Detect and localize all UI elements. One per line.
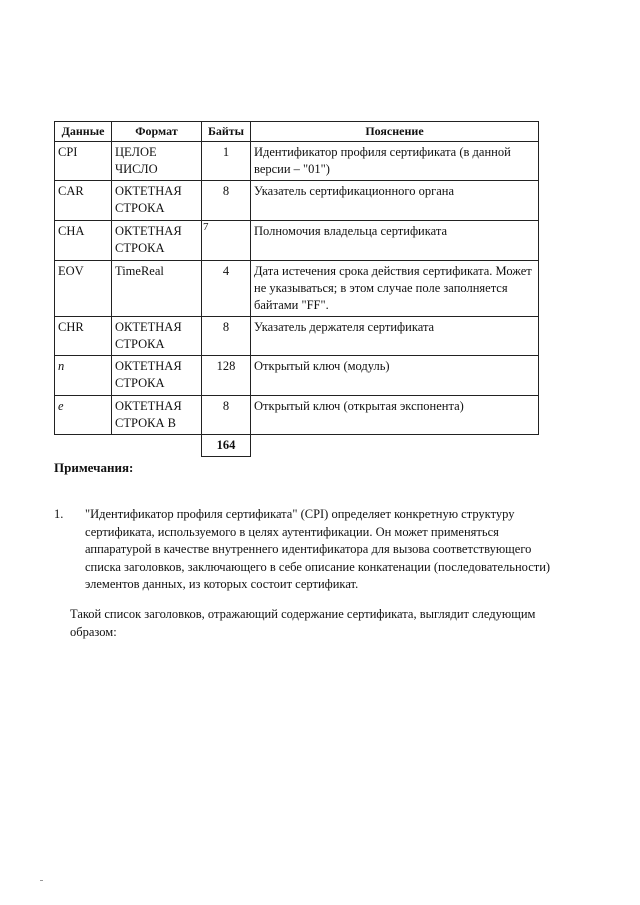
note-number: 1.: [54, 507, 64, 521]
total-blank-cell: [112, 435, 202, 457]
note-paragraph: Такой список заголовков, отражающий содержание сертификата, выглядит следующим образом:: [70, 607, 536, 639]
table-row: [55, 317, 539, 356]
header-format: Формат: [112, 122, 202, 142]
header-bytes: Байты: [202, 122, 251, 142]
cell-format: ОКТЕТНАЯ СТРОКА: [112, 356, 202, 396]
cell-data: CHA: [55, 221, 112, 261]
table-row: [55, 221, 539, 261]
note-item: [54, 506, 564, 594]
cell-explanation: Открытый ключ (открытая экспонента): [251, 396, 539, 435]
note-text: "Идентификатор профиля сертификата" (CPI) определяет конкретную структуру сертификата, используемого в целях аутентификации. Он может применяться аппаратурой в качестве внутреннего идентификатора для вызова соответствующего списка заголовков, заключающего в себе описание конкатенации (последовательности) элементов данных, из которых состоит сертификат.: [85, 507, 551, 591]
cell-explanation: Дата истечения срока действия сертификата. Может не указываться; в этом случае поле заполняется байтами "FF".: [251, 261, 539, 317]
table-row: [55, 261, 539, 317]
total-blank-cell: [251, 435, 539, 457]
header-data: Данные: [55, 122, 112, 142]
cell-explanation: Указатель держателя сертификата: [251, 317, 539, 356]
cell-data: CAR: [55, 181, 112, 221]
cell-format: ОКТЕТНАЯ СТРОКА В: [112, 396, 202, 435]
cell-data: CHR: [55, 317, 112, 356]
cell-explanation: Полномочия владельца сертификата: [251, 221, 539, 261]
cell-format: ОКТЕТНАЯ СТРОКА: [112, 317, 202, 356]
cell-explanation: Указатель сертификационного органа: [251, 181, 539, 221]
cell-bytes: 8: [202, 181, 251, 221]
notes-title: Примечания:: [54, 460, 134, 475]
header-explanation: Пояснение: [251, 122, 539, 142]
table-row: [55, 142, 539, 181]
cell-bytes: 128: [202, 356, 251, 396]
cell-bytes: 4: [202, 261, 251, 317]
certificate-structure-table: [54, 121, 539, 457]
cell-data: e: [55, 396, 112, 435]
table-header-row: [55, 122, 539, 142]
table-row: [55, 396, 539, 435]
cell-bytes: 8: [202, 396, 251, 435]
cell-format: ЦЕЛОЕ ЧИСЛО: [112, 142, 202, 181]
cell-data: n: [55, 356, 112, 396]
total-bytes: 164: [202, 435, 251, 457]
table-total-row: [55, 435, 539, 457]
table-row: [55, 356, 539, 396]
scan-mark: [40, 880, 43, 881]
cell-format: ОКТЕТНАЯ СТРОКА: [112, 181, 202, 221]
cell-bytes: 1: [202, 142, 251, 181]
cell-data: EOV: [55, 261, 112, 317]
cell-format: ОКТЕТНАЯ СТРОКА: [112, 221, 202, 261]
cell-format: TimeReal: [112, 261, 202, 317]
cell-bytes: 7: [202, 221, 251, 261]
cell-explanation: Идентификатор профиля сертификата (в данной версии – "01"): [251, 142, 539, 181]
total-blank-cell: [55, 435, 112, 457]
cell-explanation: Открытый ключ (модуль): [251, 356, 539, 396]
cell-bytes: 8: [202, 317, 251, 356]
table-row: [55, 181, 539, 221]
cell-data: CPI: [55, 142, 112, 181]
